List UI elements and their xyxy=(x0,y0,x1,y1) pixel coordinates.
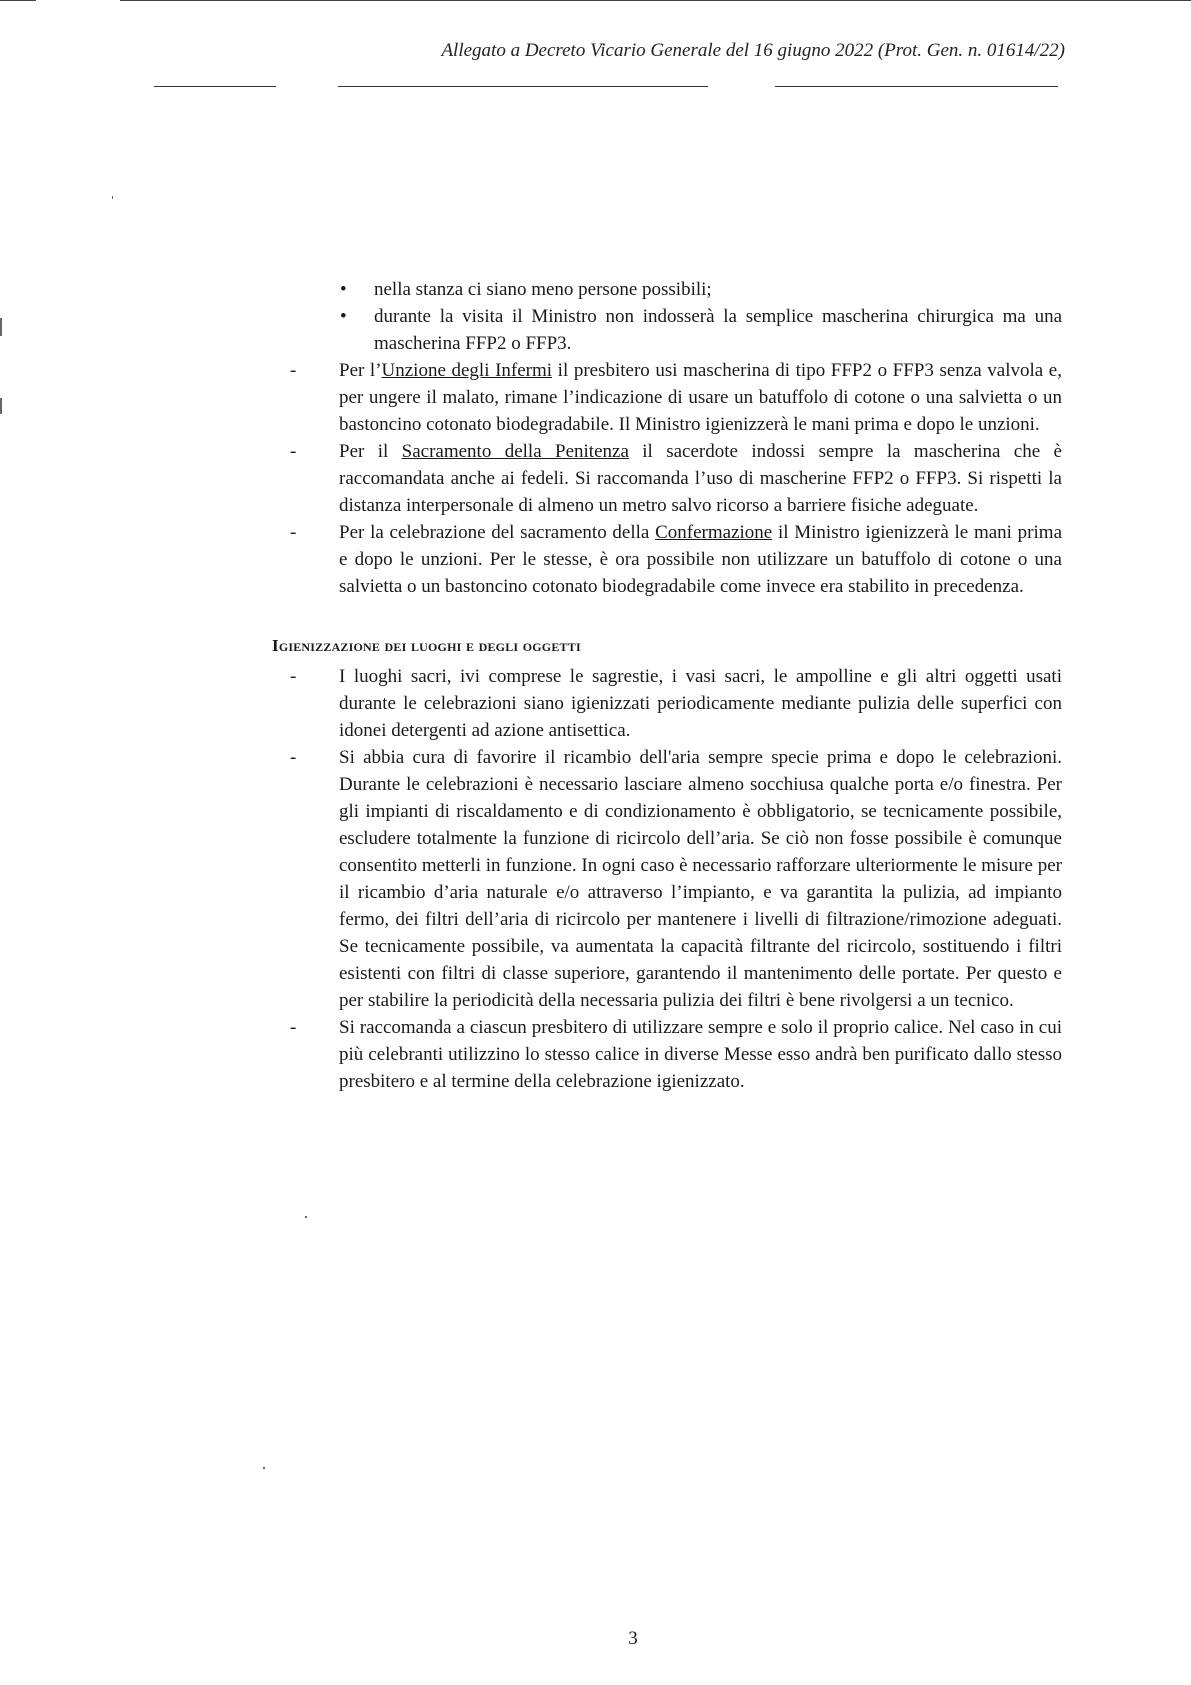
scan-speck xyxy=(305,1216,307,1218)
bullet-icon: • xyxy=(340,306,347,327)
dash-icon: - xyxy=(290,1017,297,1038)
underlined-term-unzione: Unzione degli Infermi xyxy=(381,360,553,381)
scan-edge-line xyxy=(0,0,36,1)
list-item-text: Si abbia cura di favorire il ricambio dell'aria sempre specie prima e dopo le celebrazioni. Durante le celebrazioni è necessario lasciare almeno socchiusa qualche porta e/o finestra. Per gli impianti di riscaldamento e di condizionamento è obbligatorio, se tecnicamente possibile, escludere totalmente la funzione di ricircolo dell’aria. Se ciò non fosse possibile è comunque consentito metterli in funzione. In ogni caso è necessario rafforzare ulteriormente le misure per il ricambio d’aria naturale e/o attraverso l’impianto, e va garantita la pulizia, ad impianto fermo, dei filtri dell’aria di ricircolo per mantenere i livelli di filtrazione/rimozione adeguati. Se tecnicamente possibile, va aumentata la capacità filtrante del ricircolo, sostituendo i filtri esistenti con filtri di classe superiore, garantendo il mantenimento delle portate. Per questo e per stabilire la periodicità della necessaria pulizia dei filtri è bene rivolgersi a un tecnico. xyxy=(339,747,1062,1011)
header-rule xyxy=(338,86,708,87)
list-item xyxy=(290,519,1062,600)
scan-speck xyxy=(0,398,2,414)
dash-icon: - xyxy=(290,441,297,462)
header-rule xyxy=(775,86,1058,87)
list-item xyxy=(290,357,1062,438)
underlined-term-confermazione: Confermazione xyxy=(655,522,773,543)
sick-visit-bullet-list xyxy=(290,276,1062,357)
page-number: 3 xyxy=(628,1628,638,1649)
dash-icon: - xyxy=(290,360,297,381)
scan-speck xyxy=(0,318,2,336)
item-text-before: Per la celebrazione del sacramento della xyxy=(339,522,656,543)
dash-icon: - xyxy=(290,522,297,543)
list-item-text: Si raccomanda a ciascun presbitero di utilizzare sempre e solo il proprio calice. Nel caso in cui più celebranti utilizzino lo stesso calice in diverse Messe esso andrà ben purificato dallo stesso presbitero e al termine della celebrazione igienizzato. xyxy=(339,1017,1062,1092)
item-text-after: il presbitero usi mascherina di tipo FFP2 o FFP3 senza valvola e, per ungere il malato, rimane l’indicazione di usare un batuffolo di cotone o una salvietta o un bastoncino cotonato biodegradabile. Il Ministro igienizzerà le mani prima e dopo le unzioni. xyxy=(339,360,1062,435)
scan-edge-line xyxy=(120,0,1191,1)
list-item xyxy=(290,744,1062,1014)
item-text-before: Per l’ xyxy=(339,360,382,381)
list-item xyxy=(340,276,1062,303)
list-item-text: nella stanza ci siano meno persone possibili; xyxy=(374,279,712,300)
list-item-text: I luoghi sacri, ivi comprese le sagrestie, i vasi sacri, le ampolline e gli altri oggetti usati durante le celebrazioni siano igienizzati periodicamente mediante pulizia delle superfici con idonei detergenti ad azione antisettica. xyxy=(339,666,1062,741)
document-body xyxy=(272,276,1062,1095)
header-rule xyxy=(154,86,276,87)
bullet-icon: • xyxy=(340,279,347,300)
sacraments-list xyxy=(290,357,1062,600)
section-heading: Igienizzazione dei luoghi e degli oggetti xyxy=(272,636,581,655)
scan-speck xyxy=(112,196,113,199)
dash-icon: - xyxy=(290,747,297,768)
scan-speck xyxy=(263,1467,265,1469)
list-item xyxy=(340,303,1062,357)
page-header: Allegato a Decreto Vicario Generale del 16 giugno 2022 (Prot. Gen. n. 01614/22) xyxy=(441,40,1065,61)
dash-icon: - xyxy=(290,666,297,687)
list-item xyxy=(290,1014,1062,1095)
item-text-after: il sacerdote indossi sempre la mascherina che è raccomandata anche ai fedeli. Si raccomanda l’uso di mascherine FFP2 o FFP3. Si rispetti la distanza interpersonale di almeno un metro salvo ricorso a barriere fisiche adeguate. xyxy=(339,441,1062,516)
underlined-term-penitenza: Sacramento della Penitenza xyxy=(401,441,629,462)
list-item xyxy=(290,663,1062,744)
sanitization-list xyxy=(290,663,1062,1095)
list-item-text: durante la visita il Ministro non indosserà la semplice mascherina chirurgica ma una mascherina FFP2 o FFP3. xyxy=(374,306,1062,354)
list-item xyxy=(290,438,1062,519)
item-text-before: Per il xyxy=(339,441,402,462)
item-text-after: il Ministro igienizzerà le mani prima e dopo le unzioni. Per le stesse, è ora possibile non utilizzare un batuffolo di cotone o una salvietta o un bastoncino cotonato biodegradabile come invece era stabilito in precedenza. xyxy=(339,522,1062,597)
